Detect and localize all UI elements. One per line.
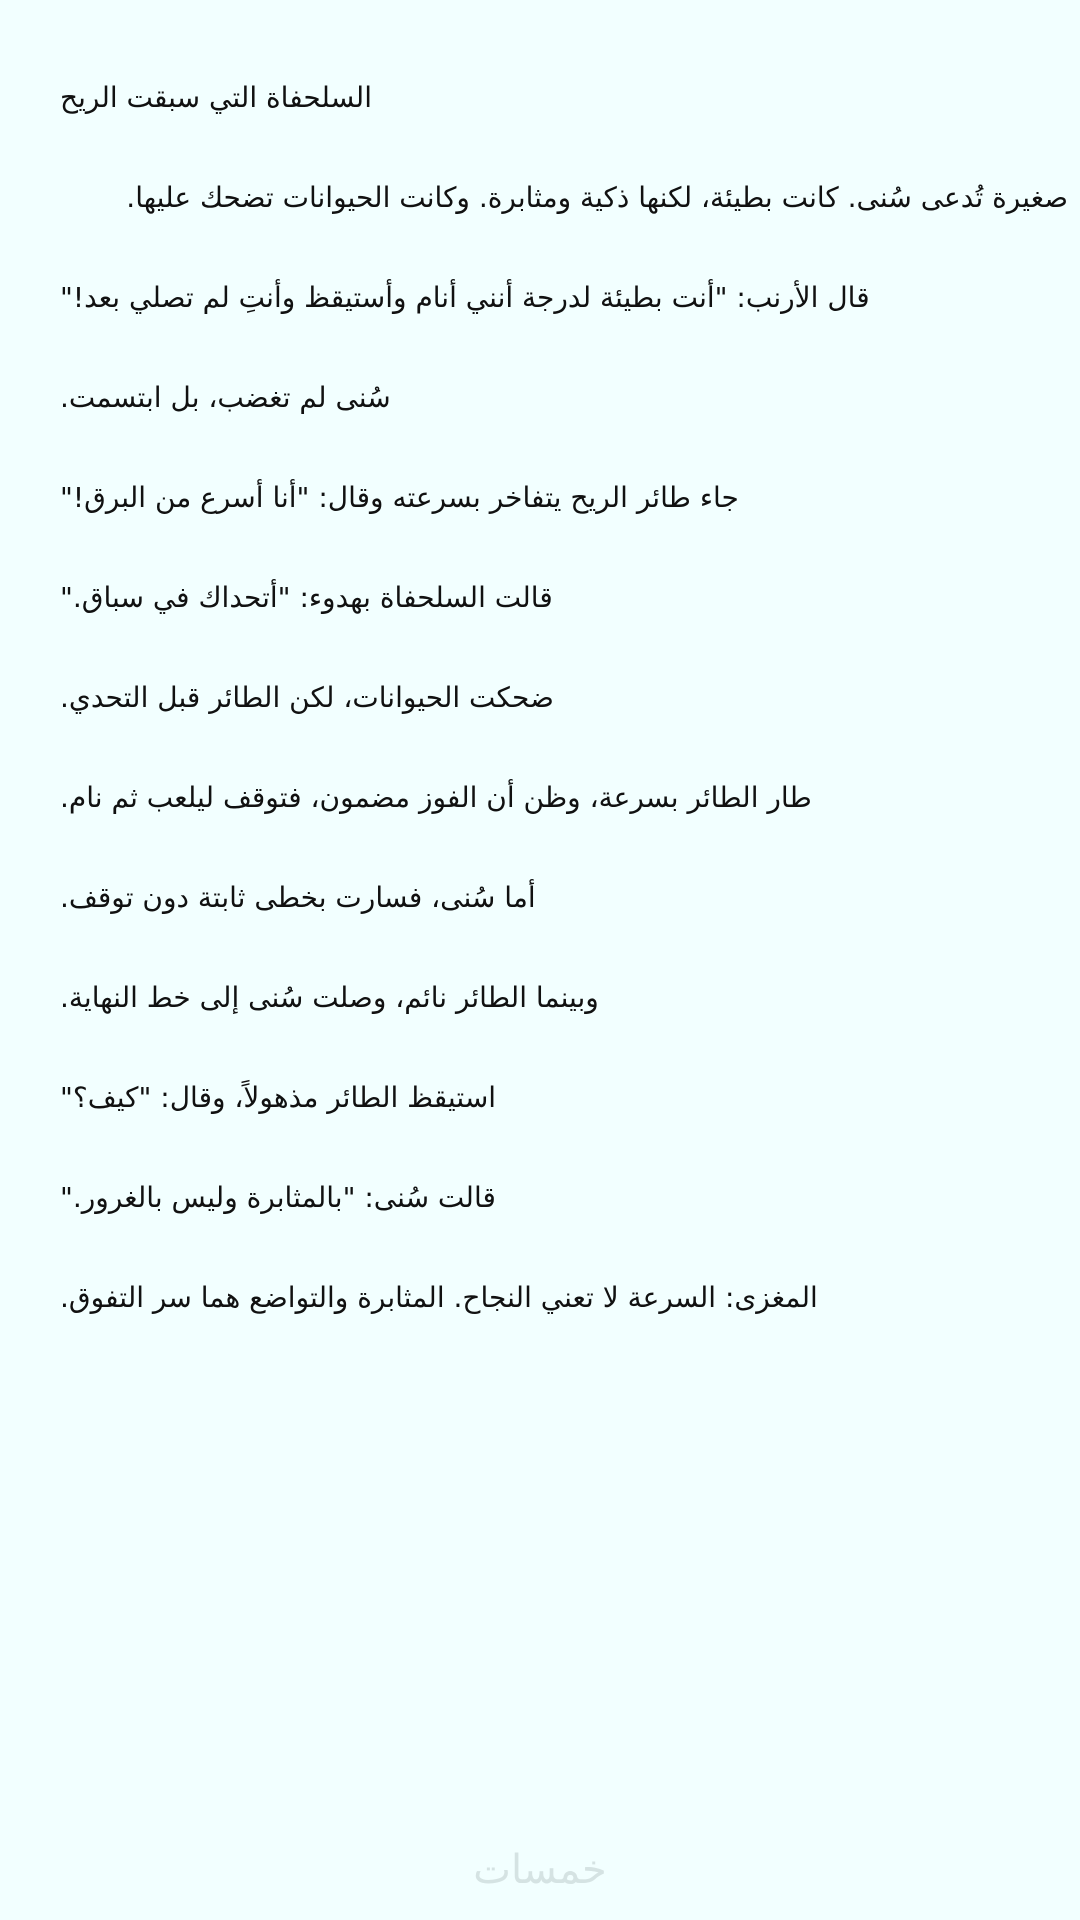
watermark-logo: خمسات	[473, 1847, 607, 1893]
story-title: السلحفاة التي سبقت الريح	[60, 81, 372, 114]
story-paragraph-4: جاء طائر الريح يتفاخر بسرعته وقال: "أنا أسرع من البرق!"	[60, 481, 739, 514]
story-paragraph-5: قالت السلحفاة بهدوء: "أتحداك في سباق."	[60, 581, 553, 614]
story-paragraph-8: أما سُنى، فسارت بخطى ثابتة دون توقف.	[60, 881, 536, 914]
story-paragraph-9: وبينما الطائر نائم، وصلت سُنى إلى خط النهاية.	[60, 981, 599, 1014]
story-paragraph-11: قالت سُنى: "بالمثابرة وليس بالغرور."	[60, 1181, 496, 1214]
story-paragraph-1: صغيرة تُدعى سُنى. كانت بطيئة، لكنها ذكية ومثابرة. وكانت الحيوانات تضحك عليها.	[126, 181, 1068, 214]
story-paragraph-10: استيقظ الطائر مذهولاً، وقال: "كيف؟"	[60, 1081, 497, 1114]
story-paragraph-3: سُنى لم تغضب، بل ابتسمت.	[60, 381, 391, 414]
story-moral: المغزى: السرعة لا تعني النجاح. المثابرة والتواضع هما سر التفوق.	[60, 1281, 818, 1314]
story-paragraph-7: طار الطائر بسرعة، وظن أن الفوز مضمون، فتوقف ليلعب ثم نام.	[60, 781, 812, 814]
story-paragraph-6: ضحكت الحيوانات، لكن الطائر قبل التحدي.	[60, 681, 554, 714]
story-paragraph-2: قال الأرنب: "أنت بطيئة لدرجة أنني أنام وأستيقظ وأنتِ لم تصلي بعد!"	[60, 281, 870, 314]
